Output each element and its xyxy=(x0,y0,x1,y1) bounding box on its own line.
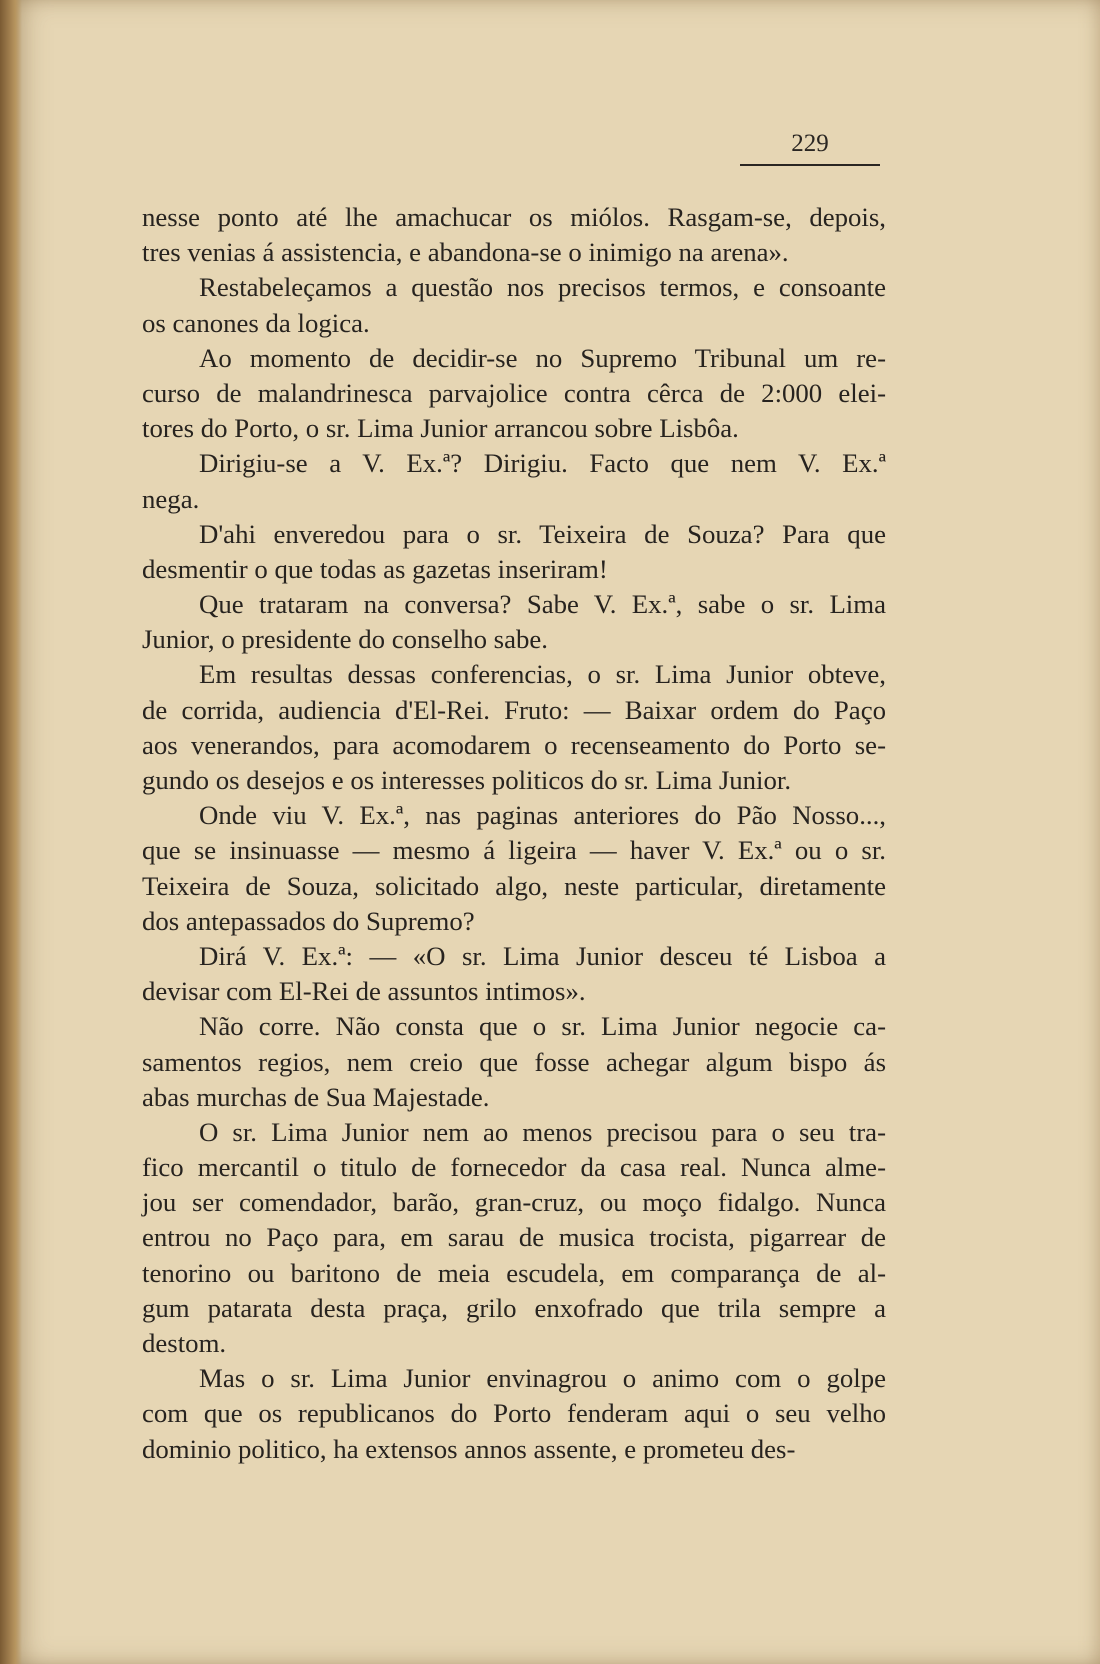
text-line: Dirá V. Ex.ª: — «O sr. Lima Junior desceu té Lisboa a xyxy=(199,940,886,971)
paragraph xyxy=(142,1115,886,1361)
paragraph xyxy=(142,657,886,798)
text-line: Que trataram na conversa? Sabe V. Ex.ª, sabe o sr. Lima xyxy=(199,589,886,620)
paragraph xyxy=(142,1009,886,1115)
text-line: dominio politico, ha extensos annos assente, e prometeu des- xyxy=(142,1433,796,1464)
text-line: com que os republicanos do Porto fenderam aqui o seu velho xyxy=(142,1398,886,1429)
text-line: Teixeira de Souza, solicitado algo, neste particular, diretamente xyxy=(142,870,886,901)
text-line: gum patarata desta praça, grilo enxofrado que trila sempre a xyxy=(142,1292,886,1323)
text-line: D'ahi enveredou para o sr. Teixeira de Souza? Para que xyxy=(199,518,886,549)
text-line: curso de malandrinesca parvajolice contra cêrca de 2:000 elei- xyxy=(142,377,886,408)
text-line: nesse ponto até lhe amachucar os miólos. Rasgam-se, depois, xyxy=(142,202,886,232)
text-line: Onde viu V. Ex.ª, nas paginas anteriores do Pão Nosso..., xyxy=(199,800,886,831)
text-line: Ao momento de decidir-se no Supremo Tribunal um re- xyxy=(199,342,886,373)
text-line: dos antepassados do Supremo? xyxy=(142,905,475,936)
paragraph xyxy=(142,341,886,447)
text-line: Mas o sr. Lima Junior envinagrou o animo com o golpe xyxy=(199,1363,886,1394)
paragraph xyxy=(142,270,886,340)
text-line: tores do Porto, o sr. Lima Junior arrancou sobre Lisbôa. xyxy=(142,413,739,444)
body-text xyxy=(142,200,886,1467)
text-line: abas murchas de Sua Majestade. xyxy=(142,1081,490,1112)
text-line: tenorino ou baritono de meia escudela, em comparança de al- xyxy=(142,1257,886,1288)
paragraph xyxy=(142,798,886,939)
page-gutter-shadow xyxy=(0,0,22,1664)
text-line: O sr. Lima Junior nem ao menos precisou para o seu tra- xyxy=(199,1116,886,1147)
text-line: fico mercantil o titulo de fornecedor da casa real. Nunca alme- xyxy=(142,1152,886,1183)
text-line: que se insinuasse — mesmo á ligeira — haver V. Ex.ª ou o sr. xyxy=(142,835,886,866)
paragraph xyxy=(142,1361,886,1467)
paragraph xyxy=(142,939,886,1009)
text-line: tres venias á assistencia, e abandona-se o inimigo na arena». xyxy=(142,237,789,268)
text-line: devisar com El-Rei de assuntos intimos». xyxy=(142,976,586,1007)
paragraph xyxy=(142,587,886,657)
text-line: samentos regios, nem creio que fosse achegar algum bispo ás xyxy=(142,1046,886,1077)
paragraph xyxy=(142,517,886,587)
text-line: aos venerandos, para acomodarem o recenseamento do Porto se- xyxy=(142,729,886,760)
text-line: jou ser comendador, barão, gran-cruz, ou moço fidalgo. Nunca xyxy=(142,1187,886,1218)
page-number: 229 xyxy=(740,130,880,166)
text-line: nega. xyxy=(142,483,200,514)
text-line: desmentir o que todas as gazetas inseriram! xyxy=(142,553,608,584)
text-line: Restabeleçamos a questão nos precisos termos, e consoante xyxy=(199,272,886,303)
text-line: de corrida, audiencia d'El-Rei. Fruto: — Baixar ordem do Paço xyxy=(142,694,886,725)
text-line: Não corre. Não consta que o sr. Lima Junior negocie ca- xyxy=(199,1011,886,1042)
text-line: gundo os desejos e os interesses politicos do sr. Lima Junior. xyxy=(142,765,792,795)
paragraph xyxy=(142,200,886,270)
text-line: Dirigiu-se a V. Ex.ª? Dirigiu. Facto que nem V. Ex.ª xyxy=(199,448,886,479)
text-line: os canones da logica. xyxy=(142,307,370,338)
text-line: destom. xyxy=(142,1328,227,1358)
text-line: entrou no Paço para, em sarau de musica trocista, pigarrear de xyxy=(142,1222,886,1253)
text-line: Em resultas dessas conferencias, o sr. Lima Junior obteve, xyxy=(199,659,886,690)
text-line: Junior, o presidente do conselho sabe. xyxy=(142,624,548,655)
paragraph xyxy=(142,446,886,516)
